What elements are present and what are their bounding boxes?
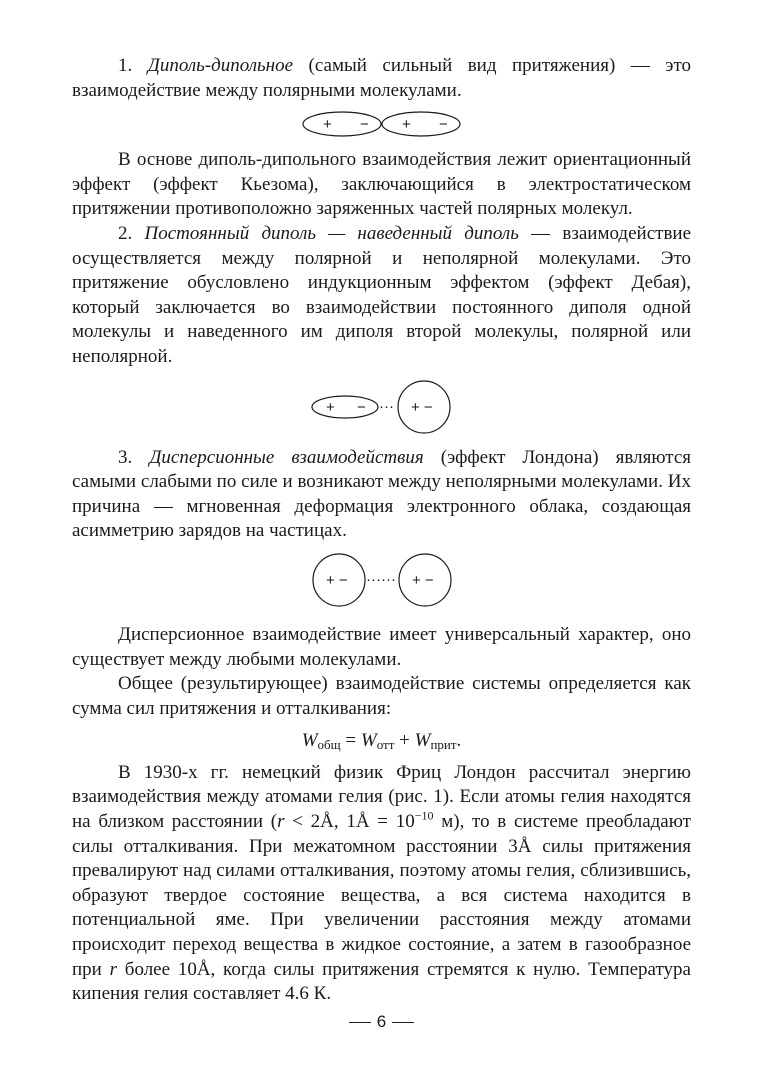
section-3-text: (эффект Лондона) являются самыми слабыми по силе и возникают между неполярными молекулами. Их причина — мгновенная деформация электронного облака, создающая асимметрию зарядов на частицах. [72, 446, 692, 542]
orientation-paragraph: В основе диполь-дипольного взаимодействия лежит ориентационный эффект (эффект Кьезома), заключающийся в электростатическом притяжении противоположно заряженных частей полярных молекул. [72, 149, 691, 220]
total-interaction-paragraph: Общее (результирующее) взаимодействие системы определяется как сумма сил притяжения и отталкивания: [72, 673, 691, 719]
page-content [72, 54, 691, 1007]
section-2-text: — взаимодействие осуществляется между полярной и неполярной молекулами. Это притяжение обусловлено индукционным эффектом (эффект Дебая), который заключается во взаимодействии постоянного диполя одной молекулы и наведенного им диполя второй молекулы, полярной или неполярной. [72, 222, 692, 367]
section-2-number: 2. [118, 222, 133, 244]
section-3-paragraph [72, 446, 691, 544]
page-number: 6 [0, 1012, 763, 1032]
dipole-1-plus: + [322, 116, 332, 134]
dispersion-diagram [312, 551, 452, 609]
interaction-dots: ··· [378, 397, 394, 415]
figure-dipole-dipole [72, 103, 691, 145]
dispersion-dots: ······ [365, 570, 396, 588]
section-2-paragraph [72, 222, 691, 370]
section-3-number: 3. [118, 446, 133, 468]
induced-dipole-charges: + − [410, 398, 433, 416]
dipole-1-ellipse [303, 112, 381, 136]
permanent-dipole-plus: + [325, 398, 335, 416]
section-1-paragraph [72, 54, 691, 103]
universal-paragraph: Дисперсионное взаимодействие имеет универсальный характер, оно существует между любыми молекулами. [72, 623, 691, 670]
figure-dispersion [72, 550, 691, 610]
dipole-induced-diagram [311, 377, 453, 437]
atom-2-charges: + − [411, 571, 434, 589]
permanent-dipole-minus: − [356, 398, 366, 416]
dipole-dipole-diagram [302, 109, 462, 139]
section-2-term: Постоянный диполь — наведенный диполь [144, 222, 519, 244]
section-3-term: Дисперсионные взаимодействия [149, 446, 424, 468]
london-paragraph: В 1930-х гг. немецкий физик Фриц Лондон рассчитал энергию взаимодействия между атомами гелия (рис. 1). Если атомы гелия находятся на близком расстоянии (r < 2Å, 1Å = $10^{-10}$ м), то в системе преобладают силы отталкивания. При межатомном расстоянии 3Å силы притяжения превалируют над силами отталкивания, поэтому атомы гелия, сблизившись, образуют твердое состояние вещества, а вся система находится в потенциальной яме. При увеличении расстояния между атомами происходит переход вещества в жидкое состояние, а затем в газообразное при r более 10Å, когда силы притяжения стремятся к нулю. Температура кипения гелия составляет 4.6 К. [72, 761, 691, 1005]
dipole-2-plus: + [401, 116, 411, 134]
figure-dipole-induced [72, 374, 691, 440]
atom-1-charges: + − [325, 571, 348, 589]
dipole-2-ellipse [382, 112, 460, 136]
permanent-dipole-ellipse [312, 396, 378, 418]
dipole-2-minus: − [438, 116, 448, 134]
section-1-text: (самый сильный вид притяжения) — это взаимодействие между полярными молекулами. [72, 55, 691, 101]
section-1-number: 1. [118, 55, 133, 76]
section-1-term: Диполь-дипольное [147, 55, 294, 76]
dipole-1-minus: − [359, 116, 369, 134]
energy-formula: $W_{общ} = W_{отт} + W_{прит}$. [301, 730, 462, 753]
